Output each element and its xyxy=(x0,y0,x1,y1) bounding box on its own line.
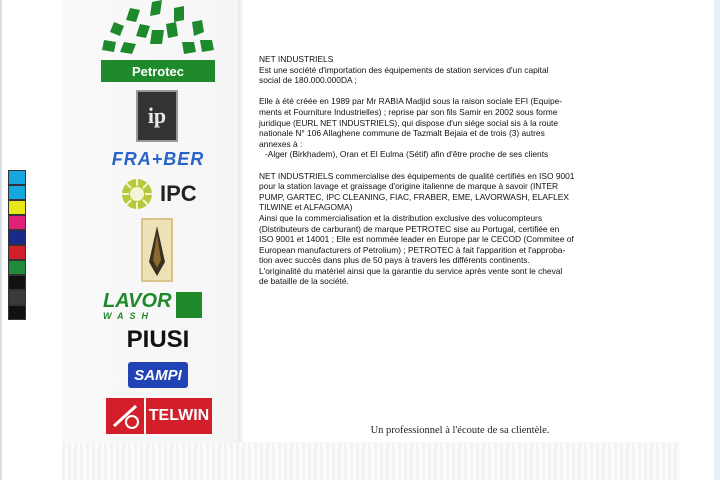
text-line: social de 180.000.000DA ; xyxy=(259,75,357,86)
text-line: tion avec succès dans plus de 50 pays à travers les différents continents. xyxy=(259,255,530,266)
ipc-logo xyxy=(120,176,200,212)
text-line: Ainsi que la commercialisation et la distribution exclusive des volucompteurs xyxy=(259,212,543,223)
left-edge xyxy=(0,0,2,480)
swatch xyxy=(8,200,26,215)
text-line: European manufacturers of Petrolium) ; PETROTEC à fait l'apparition et l'approba- xyxy=(259,244,566,255)
history-paragraph xyxy=(259,96,679,160)
ipc-label: IPC xyxy=(160,181,197,206)
text-line: ISO 9001 et 14001 ; Elle est nommée leader en Europe par le CECOD (Commitee of xyxy=(259,234,574,245)
lavorwash-wordmark xyxy=(103,290,172,321)
footer-slogan: Un professionnel à l'écoute de sa clientèle. xyxy=(370,425,550,436)
right-edge xyxy=(714,0,720,480)
color-swatch-strip xyxy=(8,170,26,320)
text-line: L'originalité du matériel ainsi que la garantie du service après vente sont le cheval xyxy=(259,265,563,276)
text-line: de bataille de la société. xyxy=(259,276,349,287)
petrotec-logo: Petrotec xyxy=(101,60,215,82)
text-line: Elle à été créée en 1989 par Mr RABIA Madjid sous la raison sociale EFI (Equipe- xyxy=(259,96,563,107)
swatch xyxy=(8,230,26,245)
swatch xyxy=(8,305,26,320)
swatch xyxy=(8,185,26,200)
swatch xyxy=(8,245,26,260)
text-line: annexes à : xyxy=(259,138,303,149)
intro-paragraph xyxy=(259,54,679,86)
wash-word: WASH xyxy=(103,310,154,321)
sampi-logo: SAMPI xyxy=(128,362,188,388)
text-line: NET INDUSTRIELS xyxy=(259,54,334,64)
bottom-strip xyxy=(62,442,680,480)
text-line: ments et Fourniture Industrielles) ; reprise par son fils Samir en 2002 sous forme xyxy=(259,106,558,117)
company-description xyxy=(259,54,679,287)
piusi-wordmark: PIUSI xyxy=(126,326,190,353)
products-paragraph xyxy=(259,171,679,288)
text-line: juridique (EURL NET INDUSTRIELS), qui dispose d'un siége social sis à la route xyxy=(259,117,559,128)
ipc-sun-icon xyxy=(120,177,154,211)
telwin-wordmark: TELWIN xyxy=(146,398,212,434)
lavorwash-box-icon xyxy=(176,292,202,318)
page-spine xyxy=(238,0,244,480)
text-line: (Distributeurs de carburant) de marque PETROTEC sise au Portugal, certifiée en xyxy=(259,223,560,234)
telwin-mark-icon xyxy=(106,398,144,434)
lavorwash-logo xyxy=(103,290,215,320)
piusi-logo xyxy=(126,326,190,354)
text-line: Est une société d'importation des équipements de station services d'un capital xyxy=(259,64,549,75)
text-line: NET INDUSTRIELS commercialise des équipements de qualité certifiés en ISO 9001 xyxy=(259,170,575,181)
swatch xyxy=(8,170,26,185)
text-line: -Alger (Birkhadem), Oran et El Eulma (Sétif) afin d'être proche de ses clients xyxy=(265,149,549,160)
petrotec-leaves-icon xyxy=(100,0,218,56)
text-line: PUMP, GARTEC, IPC CLEANING, FIAC, FRABER, EME, LAVORWASH, ELAFLEX xyxy=(259,191,569,202)
telwin-logo xyxy=(106,398,212,434)
gartec-logo-icon xyxy=(141,218,173,282)
inter-pump-logo: ip xyxy=(136,90,178,142)
text-line: pour la station lavage et graissage d'origine italienne de marque à savoir (INTER xyxy=(259,181,559,192)
swatch xyxy=(8,260,26,275)
lavor-word: LAVOR xyxy=(103,289,172,312)
swatch xyxy=(8,290,26,305)
text-line: nationale N° 106 Allaghene commune de Tazmalt Bejaia et de trois (3) autres xyxy=(259,128,545,139)
swatch xyxy=(8,275,26,290)
text-line: TILWINE et ALFAGOMA) xyxy=(259,202,353,213)
swatch xyxy=(8,215,26,230)
fraber-logo: FRA+BER xyxy=(111,148,205,169)
